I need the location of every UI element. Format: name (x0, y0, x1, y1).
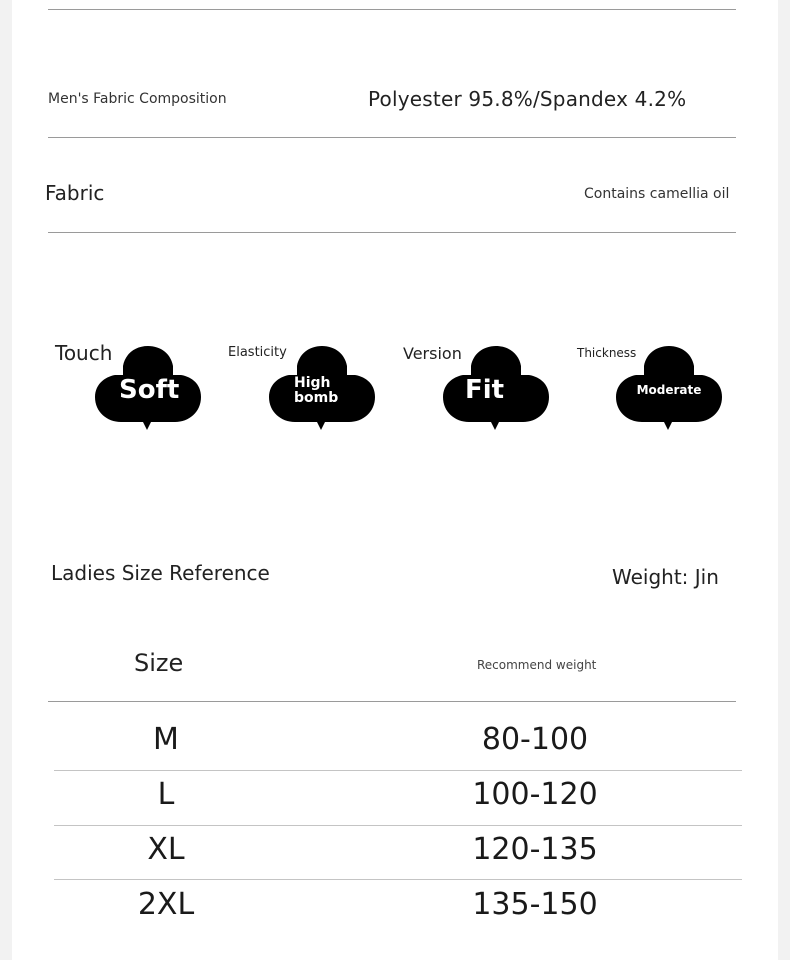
weight-cell: 135-150 (472, 887, 598, 922)
size-column-header: Size (134, 649, 184, 677)
elasticity-cloud-badge (269, 344, 375, 432)
size-cell: 2XL (137, 887, 195, 922)
size-cell: L (157, 777, 175, 812)
composition-value: Polyester 95.8%/Spandex 4.2% (368, 87, 687, 111)
row-divider (54, 825, 742, 826)
weight-cell: 100-120 (472, 777, 598, 812)
divider (48, 9, 736, 10)
version-label: Version (403, 344, 462, 363)
elasticity-value: High bomb (294, 375, 339, 406)
version-cloud-badge (443, 344, 549, 432)
row-divider (54, 770, 742, 771)
thickness-value: Moderate (636, 383, 702, 397)
fabric-value: Contains camellia oil (584, 186, 730, 202)
size-cell: XL (147, 832, 185, 867)
size-reference-title: Ladies Size Reference (51, 561, 270, 585)
divider (48, 137, 736, 138)
weight-unit-label: Weight: Jin (612, 565, 719, 589)
touch-cloud-badge (95, 344, 201, 432)
table-header-divider (48, 701, 736, 702)
touch-label: Touch (55, 341, 113, 365)
size-cell: M (153, 722, 179, 757)
thickness-cloud-badge (616, 344, 722, 432)
thickness-label: Thickness (577, 346, 637, 360)
row-divider (54, 879, 742, 880)
touch-value: Soft (119, 375, 180, 405)
weight-cell: 80-100 (481, 722, 589, 757)
weight-column-header: Recommend weight (477, 658, 597, 672)
version-value: Fit (465, 375, 505, 405)
divider (48, 232, 736, 233)
product-spec-page (12, 0, 778, 960)
elasticity-label: Elasticity (228, 345, 287, 360)
fabric-label: Fabric (45, 181, 105, 205)
composition-label: Men's Fabric Composition (48, 91, 227, 107)
weight-cell: 120-135 (472, 832, 598, 867)
